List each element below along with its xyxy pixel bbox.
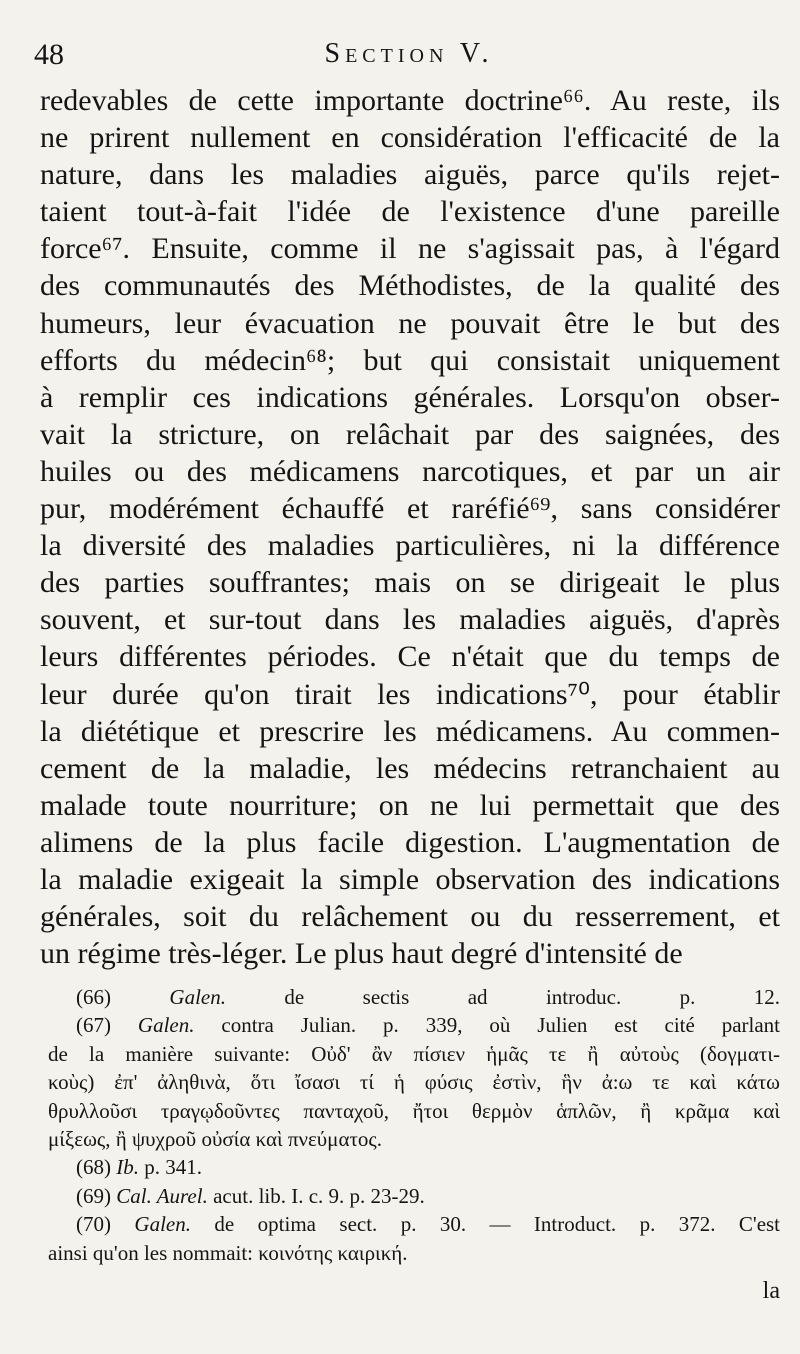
- body-line: des communautés des Méthodistes, de la qualité des: [40, 269, 780, 303]
- body-text: [40, 82, 780, 972]
- footnote-text: de sectis ad introduc. p. 12.: [284, 985, 781, 1009]
- footnote-author: Galen.: [137, 1013, 195, 1038]
- footnote-author: Galen.: [134, 1212, 191, 1237]
- footnotes: [48, 983, 780, 1267]
- footnote-text: de optima sect. p. 30. — Introduct. p. 372. C'est: [214, 1212, 781, 1237]
- body-line: force⁶⁷. Ensuite, comme il ne s'agissait pas, à l'égard: [40, 232, 780, 266]
- body-line: des parties souffrantes; mais on se dirigeait le plus: [40, 566, 780, 600]
- body-line: vait la stricture, on relâchait par des saignées, des: [40, 417, 780, 451]
- footnote-70: [48, 1210, 780, 1238]
- footnote-text: acut. lib. I. c. 9. p. 23-29.: [213, 1183, 425, 1208]
- body-line: taient tout-à-fait l'idée de l'existence d'une pareille: [40, 195, 780, 229]
- body-line: à remplir ces indications générales. Lorsqu'on obser-: [40, 380, 780, 414]
- footnote-continuation: κοὺς) ἐπ' ἀληθινὰ, ὅτι ἴσασι τί ἡ φύσις ἐστὶν, ἣν ἀ:ω τε καὶ κάτω: [48, 1070, 780, 1095]
- footnote-text: contra Julian. p. 339, où Julien est cité parlant: [221, 1013, 781, 1038]
- body-line: malade toute nourriture; on ne lui permettait que des: [40, 788, 780, 822]
- footnote-number: (67): [76, 1013, 111, 1038]
- footnote-number: (69): [76, 1183, 111, 1208]
- footnote-continuation: de la manière suivante: Οὐδ' ἂν πίσιεν ἡμᾶς τε ἢ αὐτοὺς (δογματι-: [48, 1041, 780, 1066]
- footnote-69: [48, 1182, 780, 1210]
- body-line: cement de la maladie, les médecins retranchaient au: [40, 751, 780, 785]
- footnote-author: Ib.: [116, 1155, 139, 1180]
- footnote-continuation: ainsi qu'on les nommait: κοινότης καιρική.: [48, 1240, 408, 1265]
- section-title: Section V.: [324, 38, 494, 69]
- footnote-number: (66): [76, 985, 111, 1009]
- body-line: générales, soit du relâchement ou du resserrement, et: [40, 900, 780, 934]
- footnote-author: Cal. Aurel.: [116, 1183, 208, 1208]
- catchword: la: [762, 1278, 780, 1304]
- body-line: la diversité des maladies particulières, ni la différence: [40, 529, 780, 563]
- running-header: [34, 38, 784, 88]
- footnote-67: [48, 1011, 780, 1039]
- footnote-68: [48, 1153, 780, 1181]
- page-number: 48: [34, 38, 64, 71]
- footnote-continuation: μίξεως, ἢ ψυχροῦ οὐσία καὶ πνεύματος.: [48, 1127, 382, 1152]
- footnote-text: p. 341.: [144, 1155, 202, 1180]
- body-line: efforts du médecin⁶⁸; but qui consistait uniquement: [40, 343, 780, 377]
- body-line: la maladie exigeait la simple observation des indications: [40, 862, 780, 896]
- body-line: leur durée qu'on tirait les indications⁷⁰, pour établir: [40, 677, 780, 711]
- body-line: leurs différentes périodes. Ce n'était que du temps de: [40, 640, 780, 674]
- body-line: ne prirent nullement en considération l'efficacité de la: [40, 121, 780, 155]
- body-line: redevables de cette importante doctrine⁶⁶. Au reste, ils: [40, 84, 780, 117]
- footnote-author: Galen.: [169, 985, 226, 1009]
- body-line: la diététique et prescrire les médicamens. Au commen-: [40, 714, 780, 748]
- footnote-number: (68): [76, 1155, 111, 1180]
- body-line: nature, dans les maladies aiguës, parce qu'ils rejet-: [40, 158, 780, 192]
- body-line: huiles ou des médicamens narcotiques, et par un air: [40, 454, 780, 488]
- body-line: un régime très-léger. Le plus haut degré d'intensité de: [40, 937, 683, 971]
- footnote-continuation: θρυλλοῦσι τραγῳδοῦντες πανταχοῦ, ἤτοι θερμὸν ἁπλῶν, ἢ κρᾶμα καὶ: [48, 1098, 780, 1123]
- body-line: souvent, et sur-tout dans les maladies aiguës, d'après: [40, 603, 780, 637]
- body-line: humeurs, leur évacuation ne pouvait être le but des: [40, 306, 780, 340]
- footnote-66: [48, 983, 780, 1011]
- body-line: alimens de la plus facile digestion. L'augmentation de: [40, 825, 780, 859]
- body-line: pur, modérément échauffé et raréfié⁶⁹, sans considérer: [40, 492, 780, 526]
- footnote-number: (70): [76, 1212, 111, 1237]
